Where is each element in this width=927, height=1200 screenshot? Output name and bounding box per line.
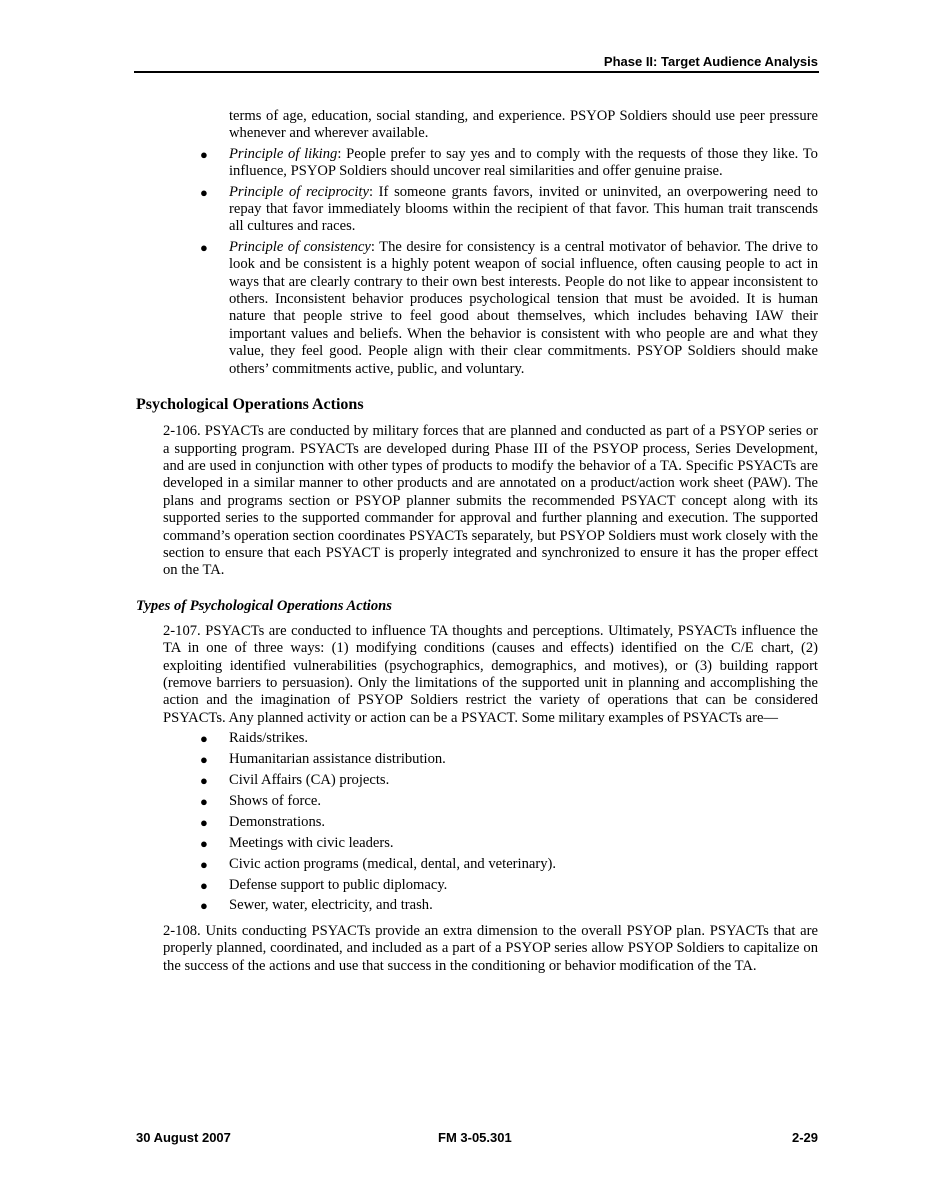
running-header: Phase II: Target Audience Analysis	[603, 54, 818, 69]
header-rule	[134, 71, 819, 73]
principle-text: : The desire for consistency is a central motivator of behavior. The drive to look and be consistent is a highly potent weapon of social influence, often causing people to act in ways that are clearly contrary to their own best interests. People do not like to appear inconsistent to others. Inconsistent behavior produces psychological tension that must be avoided. It is human nature that people strive to feel good about themselves, which includes behaving IAW their important values and beliefs. When the behavior is consistent with who people are and what they value, they feel good. People align with their clear commitments. PSYOP Soldiers should make others’ commitments active, public, and voluntary.	[229, 238, 818, 377]
list-item	[200, 751, 818, 768]
bullet-icon: ●	[200, 835, 208, 851]
bullet-icon: ●	[200, 814, 208, 830]
principles-list	[200, 145, 818, 378]
bullet-icon: ●	[200, 184, 208, 200]
bullet-icon: ●	[200, 239, 208, 255]
bullet-icon: ●	[200, 773, 208, 788]
example-text: Defense support to public diplomacy.	[229, 876, 448, 893]
bullet-icon: ●	[200, 731, 208, 747]
example-text: Shows of force.	[229, 792, 322, 809]
list-item	[200, 772, 818, 789]
paragraph-2-107: 2-107. PSYACTs are conducted to influence TA thoughts and perceptions. Ultimately, PSYACTs influence the TA in one of three ways: (1) modifying conditions (causes and effects) identified on the C/E chart, (2) exploiting identified vulnerabilities (psychographics, demographics, and motives), or (3) building rapport (remove barriers to persuasion). Only the limitations of the supported unit in planning and accomplishing the action and the imagination of PSYOP Soldiers restrict the variety of operations that can be considered PSYACTs. Any planned activity or action can be a PSYACT. Some military examples of PSYACTs are—	[163, 622, 818, 726]
principle-name: Principle of liking	[229, 145, 338, 162]
bullet-icon: ●	[200, 793, 208, 809]
example-text: Humanitarian assistance distribution.	[229, 751, 446, 768]
principle-name: Principle of reciprocity	[229, 183, 369, 200]
list-item-principle-liking	[200, 145, 818, 181]
paragraph-2-106: 2-106. PSYACTs are conducted by military forces that are planned and conducted as part of a PSYOP series or a supporting program. PSYACTs are developed during Phase III of the PSYOP process, Series Development, and are used in conjunction with other types of products to modify the behavior of a TA. Specific PSYACTs are developed in a similar manner to other products and are annotated on a product/action work sheet (PAW). The plans and programs section or PSYOP planner submits the recommended PSYACT concept along with its supported series to the supported commander for approval and further planning and execution. The supported command’s operation section coordinates PSYACTs separately, but PSYOP Soldiers must work closely with the section to ensure that each PSYACT is properly integrated and synchronized to ensure it has the proper effect on the TA.	[163, 423, 818, 579]
list-item	[200, 855, 818, 873]
list-item-principle-consistency	[200, 238, 818, 378]
continued-paragraph: terms of age, education, social standing, and experience. PSYOP Soldiers should use peer pressure whenever and wherever available.	[229, 108, 818, 142]
section-heading: Psychological Operations Actions	[136, 396, 364, 414]
footer-page-number: 2-29	[791, 1130, 818, 1145]
principle-name: Principle of consistency	[229, 238, 371, 255]
example-text: Meetings with civic leaders.	[229, 834, 394, 851]
list-item	[200, 813, 818, 831]
list-item	[200, 897, 818, 914]
principle-text: : People prefer to say yes and to comply with the requests of those they like. To influence, PSYOP Soldiers should uncover real similarities and offer genuine praise.	[229, 145, 818, 180]
bullet-icon: ●	[200, 877, 208, 893]
example-text: Demonstrations.	[229, 813, 326, 830]
psyact-examples-list	[200, 730, 818, 915]
subsection-heading: Types of Psychological Operations Actions	[136, 597, 392, 614]
bullet-icon: ●	[200, 856, 208, 872]
page-content	[0, 108, 927, 975]
example-text: Civic action programs (medical, dental, and veterinary).	[229, 855, 557, 872]
example-text: Civil Affairs (CA) projects.	[229, 772, 390, 788]
footer-date: 30 August 2007	[136, 1130, 231, 1145]
footer-manual-number: FM 3-05.301	[438, 1130, 512, 1145]
list-item	[200, 792, 818, 810]
list-item	[200, 876, 818, 894]
example-text: Raids/strikes.	[229, 730, 309, 747]
list-item	[200, 834, 818, 852]
list-item	[200, 730, 818, 747]
list-item-principle-reciprocity	[200, 183, 818, 236]
bullet-icon: ●	[200, 898, 208, 914]
example-text: Sewer, water, electricity, and trash.	[229, 897, 433, 914]
principle-text: : If someone grants favors, invited or uninvited, an overpowering need to repay that favor immediately blooms within the recipient of that favor. This human trait transcends all cultures and races.	[229, 183, 818, 235]
paragraph-2-108: 2-108. Units conducting PSYACTs provide an extra dimension to the overall PSYOP plan. PSYACTs that are properly planned, coordinated, and included as a part of a PSYOP series allow PSYOP Soldiers to capitalize on the success of the actions and use that success in the conditioning or behavior modification of the TA.	[163, 922, 818, 974]
bullet-icon: ●	[200, 752, 208, 768]
bullet-icon: ●	[200, 146, 208, 162]
